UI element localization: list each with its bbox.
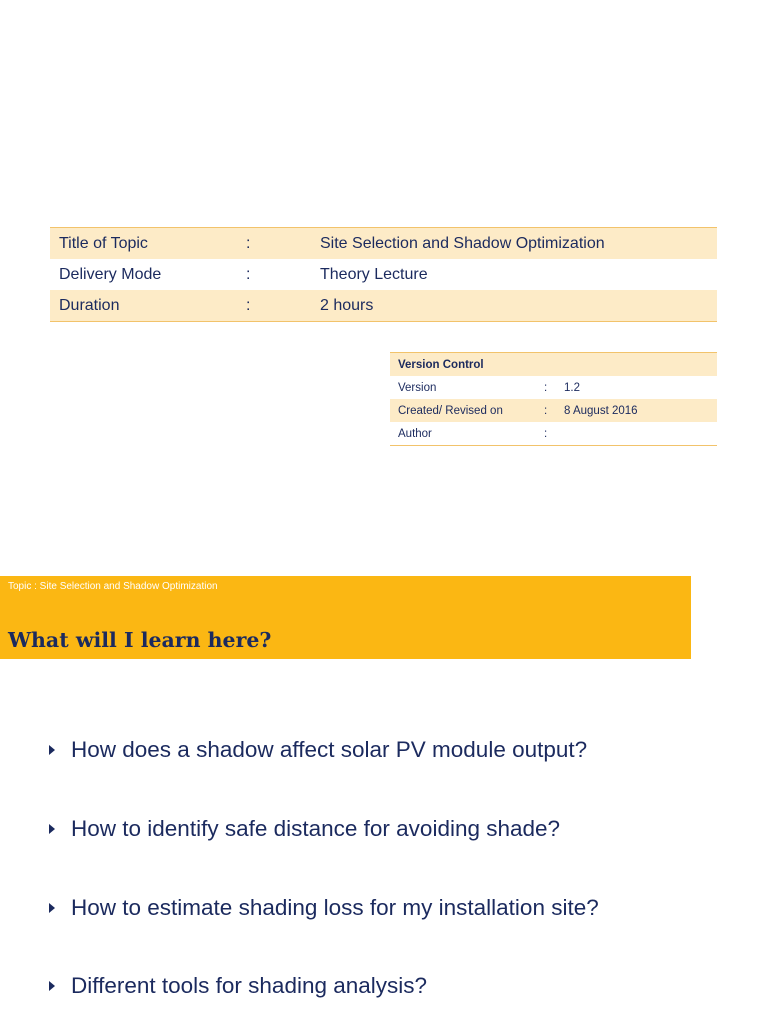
triangle-bullet-icon <box>49 981 55 991</box>
triangle-bullet-icon <box>49 903 55 913</box>
triangle-bullet-icon <box>49 745 55 755</box>
list-item-text: How to identify safe distance for avoiding shade? <box>71 816 561 841</box>
version-row-version <box>390 376 717 399</box>
list-item-text: How does a shadow affect solar PV module output? <box>71 737 588 762</box>
slide-header-band <box>0 576 691 659</box>
topic-colon: : <box>246 234 251 252</box>
topic-row-delivery-mode <box>50 259 717 290</box>
topic-value: Site Selection and Shadow Optimization <box>320 234 605 252</box>
version-colon: : <box>544 404 548 417</box>
topic-caption: Topic : Site Selection and Shadow Optimization <box>8 581 218 592</box>
slide-title: What will I learn here? <box>8 628 272 652</box>
topic-label: Delivery Mode <box>59 265 162 283</box>
list-item <box>47 891 599 925</box>
topic-label: Title of Topic <box>59 234 148 252</box>
list-item <box>47 812 560 846</box>
version-row-author <box>390 422 717 445</box>
list-item <box>47 733 587 767</box>
topic-colon: : <box>246 296 251 314</box>
version-value: 8 August 2016 <box>564 404 638 417</box>
version-row-created <box>390 399 717 422</box>
version-label: Author <box>398 427 432 440</box>
topic-label: Duration <box>59 296 120 314</box>
version-label: Version <box>398 381 437 394</box>
version-control-header: Version Control <box>390 353 717 376</box>
list-item <box>47 969 427 1003</box>
version-control-table <box>390 352 717 446</box>
version-value: 1.2 <box>564 381 580 394</box>
list-item-text: Different tools for shading analysis? <box>71 973 428 998</box>
triangle-bullet-icon <box>49 824 55 834</box>
version-colon: : <box>544 427 548 440</box>
topic-info-table <box>50 227 717 322</box>
version-colon: : <box>544 381 548 394</box>
list-item-text: How to estimate shading loss for my installation site? <box>71 895 599 920</box>
topic-row-title <box>50 228 717 259</box>
topic-value: Theory Lecture <box>320 265 428 283</box>
version-label: Created/ Revised on <box>398 404 503 417</box>
topic-value: 2 hours <box>320 296 374 314</box>
topic-colon: : <box>246 265 251 283</box>
topic-row-duration <box>50 290 717 321</box>
